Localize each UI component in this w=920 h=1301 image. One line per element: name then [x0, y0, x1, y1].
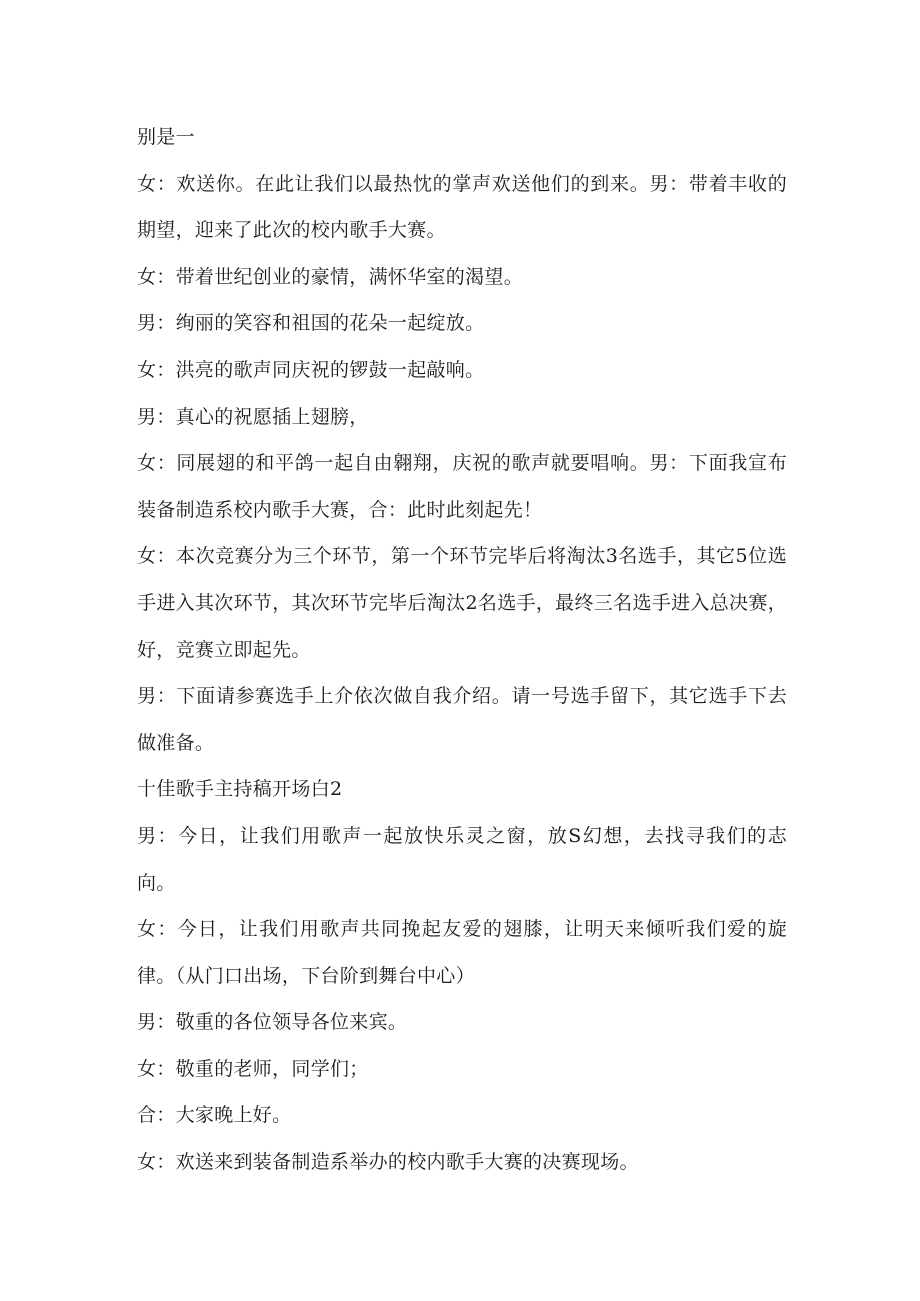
paragraph: 男：下面请参赛选手上介依次做自我介绍。请一号选手留下，其它选手下去做准备。	[137, 685, 787, 754]
paragraph: 男：绚丽的笑容和祖国的花朵一起绽放。	[137, 312, 485, 335]
paragraph: 女：敬重的老师，同学们；	[137, 1057, 369, 1080]
section-heading: 十佳歌手主持稿开场白2	[137, 778, 343, 801]
paragraph: 男：敬重的各位领导各位来宾。	[137, 1011, 408, 1034]
paragraph: 女：同展翅的和平鸽一起自由翱翔，庆祝的歌声就要唱响。男：下面我宣布装备制造系校内歌手大赛，合：此时此刻起先！	[137, 452, 787, 521]
paragraph: 女：洪亮的歌声同庆祝的锣鼓一起敲响。	[137, 358, 485, 381]
paragraph: 女：今日，让我们用歌声共同挽起友爱的翅膝，让明天来倾听我们爱的旋律。（从门口出场，下台阶到舞台中心）	[137, 918, 787, 987]
paragraph: 男：真心的祝愿插上翅膀，	[137, 405, 369, 428]
paragraph: 女：带着世纪创业的豪情，满怀华室的渴望。	[137, 265, 524, 288]
document-body	[137, 114, 787, 1186]
paragraph: 女：欢送你。在此让我们以最热忱的掌声欢送他们的到来。男：带着丰收的期望，迎来了此次的校内歌手大赛。	[137, 172, 787, 242]
paragraph: 别是一	[137, 126, 195, 148]
paragraph: 女：本次竞赛分为三个环节，第一个环节完毕后将淘汰3名选手，其它5位选手进入其次环节，其次环节完毕后淘汰2名选手，最终三名选手进入总决赛，好，竞赛立即起先。	[137, 545, 787, 661]
paragraph: 女：欢送来到装备制造系举办的校内歌手大赛的决赛现场。	[137, 1151, 639, 1174]
paragraph: 合：大家晚上好。	[137, 1104, 292, 1127]
paragraph: 男：今日，让我们用歌声一起放快乐灵之窗，放S幻想，去找寻我们的志向。	[137, 824, 787, 894]
